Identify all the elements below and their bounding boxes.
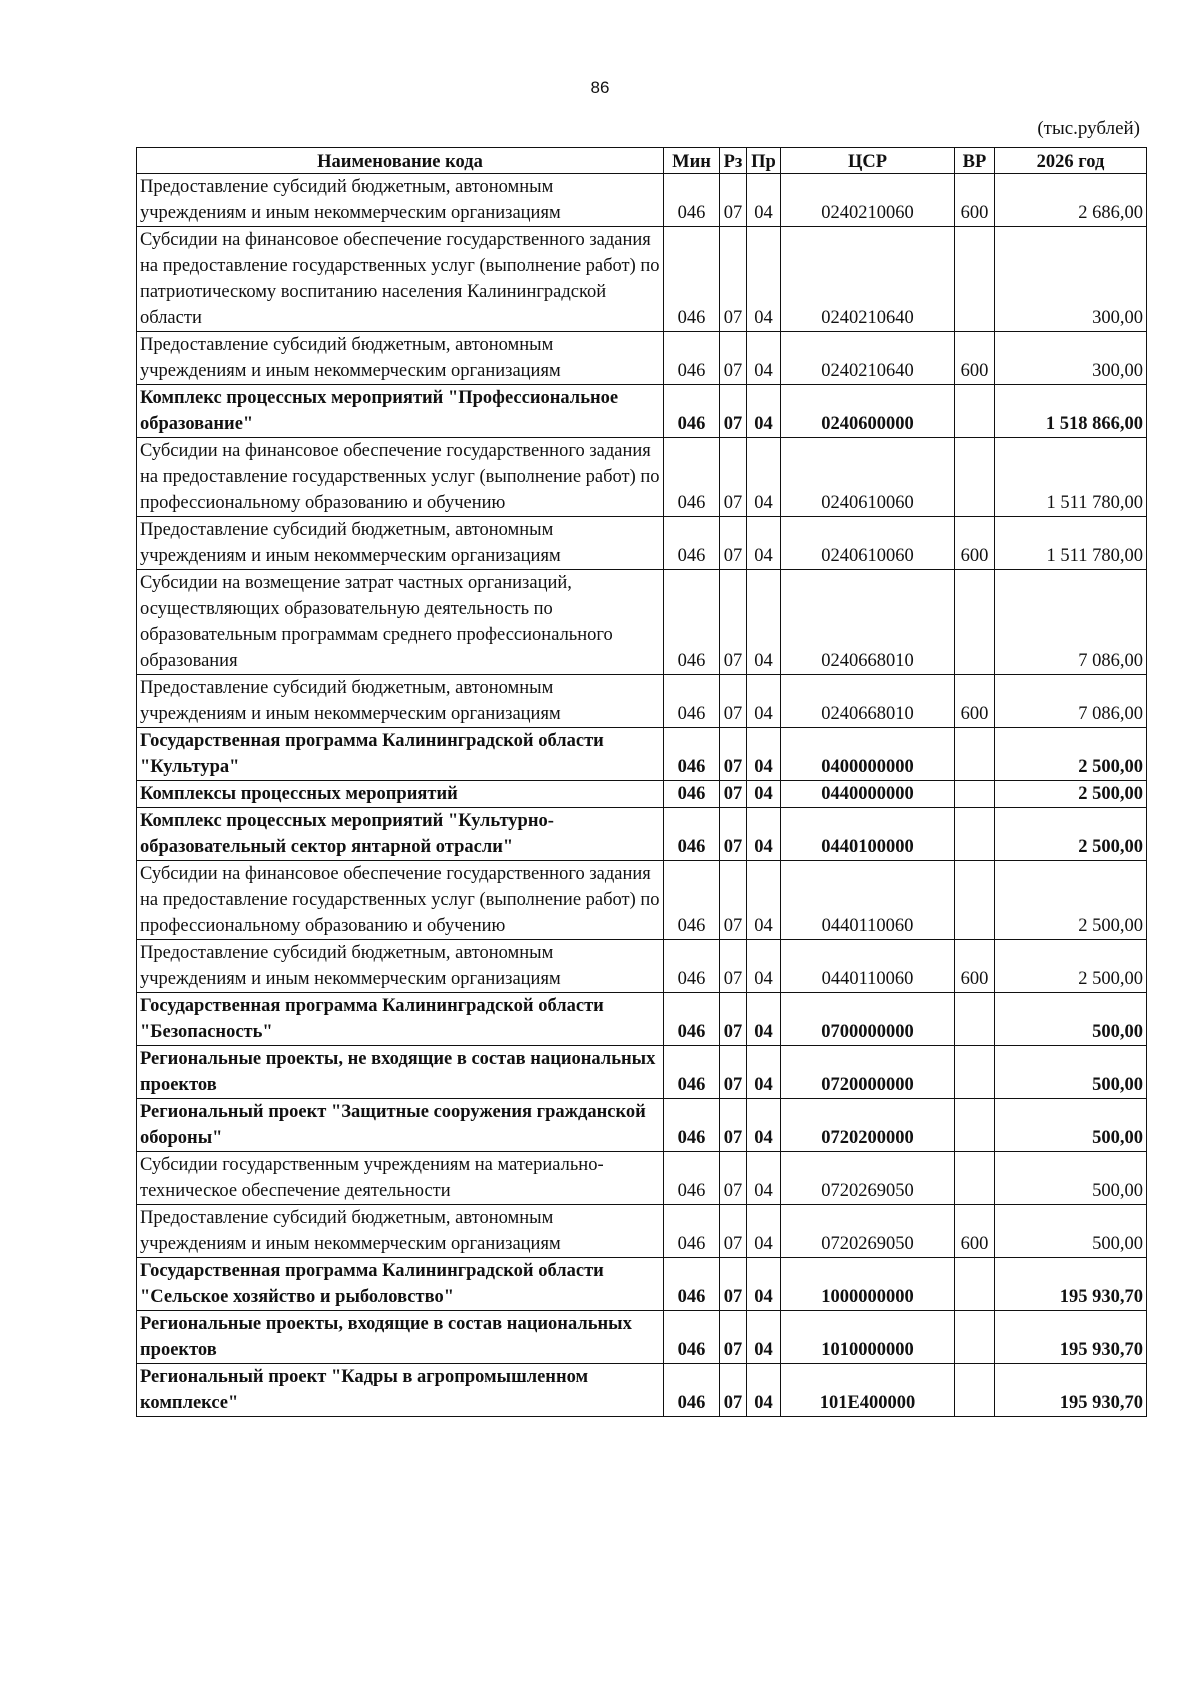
- cell-name: Субсидии на возмещение затрат частных организаций, осуществляющих образовательную деятельность по образовательным программам среднего профессионального образования: [137, 570, 664, 675]
- table-row: [137, 517, 1147, 570]
- budget-table: [136, 147, 1147, 1417]
- cell-vr: 600: [955, 1205, 995, 1258]
- cell-csr: 0240668010: [781, 570, 955, 675]
- cell-name: Комплекс процессных мероприятий "Культурно-образовательный сектор янтарной отрасли": [137, 808, 664, 861]
- cell-amount: 2 500,00: [995, 781, 1147, 808]
- table-row: [137, 781, 1147, 808]
- cell-rz: 07: [720, 808, 747, 861]
- cell-amount: 1 511 780,00: [995, 438, 1147, 517]
- cell-pr: 04: [747, 1046, 781, 1099]
- table-row: [137, 861, 1147, 940]
- cell-csr: 0720269050: [781, 1152, 955, 1205]
- cell-rz: 07: [720, 1311, 747, 1364]
- cell-amount: 1 511 780,00: [995, 517, 1147, 570]
- table-row: [137, 1099, 1147, 1152]
- cell-csr: 0240210640: [781, 227, 955, 332]
- units-label: (тыс.рублей): [1037, 118, 1140, 139]
- cell-csr: 1000000000: [781, 1258, 955, 1311]
- cell-vr: 600: [955, 517, 995, 570]
- cell-pr: 04: [747, 570, 781, 675]
- cell-pr: 04: [747, 861, 781, 940]
- cell-name: Предоставление субсидий бюджетным, автономным учреждениям и иным некоммерческим организациям: [137, 517, 664, 570]
- cell-rz: 07: [720, 1258, 747, 1311]
- header-vr: ВР: [955, 148, 995, 174]
- cell-name: Субсидии на финансовое обеспечение государственного задания на предоставление государственных услуг (выполнение работ) по профессиональному образованию и обучению: [137, 438, 664, 517]
- cell-amount: 500,00: [995, 1046, 1147, 1099]
- cell-csr: 0720000000: [781, 1046, 955, 1099]
- cell-pr: 04: [747, 1311, 781, 1364]
- cell-csr: 0400000000: [781, 728, 955, 781]
- cell-min: 046: [664, 1364, 720, 1417]
- cell-csr: 0700000000: [781, 993, 955, 1046]
- cell-vr: [955, 728, 995, 781]
- cell-csr: 0240610060: [781, 517, 955, 570]
- cell-pr: 04: [747, 781, 781, 808]
- header-pr: Пр: [747, 148, 781, 174]
- cell-name: Предоставление субсидий бюджетным, автономным учреждениям и иным некоммерческим организациям: [137, 174, 664, 227]
- table-row: [137, 675, 1147, 728]
- header-csr: ЦСР: [781, 148, 955, 174]
- cell-name: Государственная программа Калининградской области "Сельское хозяйство и рыболовство": [137, 1258, 664, 1311]
- cell-min: 046: [664, 1205, 720, 1258]
- cell-vr: [955, 1099, 995, 1152]
- table-row: [137, 438, 1147, 517]
- cell-vr: [955, 861, 995, 940]
- cell-amount: 500,00: [995, 993, 1147, 1046]
- cell-name: Комплекс процессных мероприятий "Профессиональное образование": [137, 385, 664, 438]
- cell-csr: 0720200000: [781, 1099, 955, 1152]
- cell-name: Комплексы процессных мероприятий: [137, 781, 664, 808]
- cell-vr: [955, 385, 995, 438]
- cell-min: 046: [664, 1099, 720, 1152]
- header-name: Наименование кода: [137, 148, 664, 174]
- cell-rz: 07: [720, 861, 747, 940]
- table-row: [137, 808, 1147, 861]
- cell-pr: 04: [747, 808, 781, 861]
- cell-pr: 04: [747, 1099, 781, 1152]
- cell-pr: 04: [747, 174, 781, 227]
- cell-amount: 500,00: [995, 1099, 1147, 1152]
- cell-min: 046: [664, 174, 720, 227]
- cell-csr: 0720269050: [781, 1205, 955, 1258]
- cell-rz: 07: [720, 227, 747, 332]
- cell-vr: [955, 1311, 995, 1364]
- cell-amount: 2 500,00: [995, 728, 1147, 781]
- cell-name: Региональные проекты, не входящие в состав национальных проектов: [137, 1046, 664, 1099]
- cell-rz: 07: [720, 940, 747, 993]
- cell-amount: 500,00: [995, 1152, 1147, 1205]
- cell-rz: 07: [720, 174, 747, 227]
- cell-vr: [955, 1046, 995, 1099]
- table-row: [137, 993, 1147, 1046]
- cell-amount: 500,00: [995, 1205, 1147, 1258]
- cell-pr: 04: [747, 1205, 781, 1258]
- cell-amount: 300,00: [995, 227, 1147, 332]
- cell-pr: 04: [747, 1364, 781, 1417]
- cell-amount: 7 086,00: [995, 675, 1147, 728]
- table-row: [137, 227, 1147, 332]
- cell-vr: [955, 438, 995, 517]
- cell-name: Предоставление субсидий бюджетным, автономным учреждениям и иным некоммерческим организациям: [137, 1205, 664, 1258]
- cell-pr: 04: [747, 1152, 781, 1205]
- cell-pr: 04: [747, 1258, 781, 1311]
- cell-pr: 04: [747, 675, 781, 728]
- cell-csr: 0240210640: [781, 332, 955, 385]
- cell-csr: 0240610060: [781, 438, 955, 517]
- cell-name: Субсидии на финансовое обеспечение государственного задания на предоставление государственных услуг (выполнение работ) по патриотическому воспитанию населения Калининградской области: [137, 227, 664, 332]
- cell-name: Региональные проекты, входящие в состав национальных проектов: [137, 1311, 664, 1364]
- cell-rz: 07: [720, 385, 747, 438]
- cell-rz: 07: [720, 332, 747, 385]
- cell-vr: 600: [955, 174, 995, 227]
- cell-name: Государственная программа Калининградской области "Культура": [137, 728, 664, 781]
- cell-amount: 300,00: [995, 332, 1147, 385]
- table-row: [137, 385, 1147, 438]
- cell-vr: [955, 808, 995, 861]
- cell-amount: 2 500,00: [995, 861, 1147, 940]
- cell-vr: [955, 781, 995, 808]
- cell-amount: 2 500,00: [995, 808, 1147, 861]
- cell-amount: 7 086,00: [995, 570, 1147, 675]
- table-header-row: [137, 148, 1147, 174]
- cell-vr: [955, 1152, 995, 1205]
- cell-min: 046: [664, 570, 720, 675]
- cell-name: Региональный проект "Защитные сооружения гражданской обороны": [137, 1099, 664, 1152]
- cell-vr: [955, 570, 995, 675]
- cell-vr: [955, 993, 995, 1046]
- cell-min: 046: [664, 781, 720, 808]
- cell-vr: 600: [955, 940, 995, 993]
- cell-pr: 04: [747, 728, 781, 781]
- cell-rz: 07: [720, 1364, 747, 1417]
- header-amount: 2026 год: [995, 148, 1147, 174]
- cell-csr: 0440110060: [781, 861, 955, 940]
- cell-pr: 04: [747, 940, 781, 993]
- table-row: [137, 1258, 1147, 1311]
- table-row: [137, 1152, 1147, 1205]
- cell-min: 046: [664, 385, 720, 438]
- cell-pr: 04: [747, 227, 781, 332]
- cell-name: Предоставление субсидий бюджетным, автономным учреждениям и иным некоммерческим организациям: [137, 332, 664, 385]
- cell-vr: [955, 1364, 995, 1417]
- cell-min: 046: [664, 675, 720, 728]
- table-row: [137, 332, 1147, 385]
- cell-pr: 04: [747, 993, 781, 1046]
- cell-rz: 07: [720, 781, 747, 808]
- cell-rz: 07: [720, 1099, 747, 1152]
- cell-min: 046: [664, 1311, 720, 1364]
- cell-min: 046: [664, 808, 720, 861]
- cell-vr: [955, 227, 995, 332]
- cell-min: 046: [664, 993, 720, 1046]
- cell-vr: 600: [955, 675, 995, 728]
- cell-rz: 07: [720, 517, 747, 570]
- cell-min: 046: [664, 1046, 720, 1099]
- cell-pr: 04: [747, 332, 781, 385]
- cell-csr: 0240668010: [781, 675, 955, 728]
- cell-rz: 07: [720, 993, 747, 1046]
- cell-csr: 0240600000: [781, 385, 955, 438]
- cell-amount: 195 930,70: [995, 1364, 1147, 1417]
- cell-rz: 07: [720, 675, 747, 728]
- cell-amount: 2 686,00: [995, 174, 1147, 227]
- cell-amount: 195 930,70: [995, 1258, 1147, 1311]
- cell-rz: 07: [720, 1046, 747, 1099]
- cell-pr: 04: [747, 438, 781, 517]
- table-row: [137, 1364, 1147, 1417]
- cell-name: Государственная программа Калининградской области "Безопасность": [137, 993, 664, 1046]
- cell-pr: 04: [747, 517, 781, 570]
- cell-min: 046: [664, 332, 720, 385]
- cell-min: 046: [664, 728, 720, 781]
- cell-csr: 0440000000: [781, 781, 955, 808]
- cell-csr: 0440100000: [781, 808, 955, 861]
- cell-amount: 1 518 866,00: [995, 385, 1147, 438]
- cell-min: 046: [664, 227, 720, 332]
- cell-min: 046: [664, 861, 720, 940]
- table-body: [137, 174, 1147, 1417]
- cell-csr: 1010000000: [781, 1311, 955, 1364]
- cell-min: 046: [664, 1152, 720, 1205]
- cell-min: 046: [664, 1258, 720, 1311]
- table-row: [137, 570, 1147, 675]
- cell-rz: 07: [720, 1152, 747, 1205]
- table-row: [137, 1205, 1147, 1258]
- cell-amount: 2 500,00: [995, 940, 1147, 993]
- page-number: 86: [590, 78, 610, 97]
- cell-name: Субсидии государственным учреждениям на материально-техническое обеспечение деятельности: [137, 1152, 664, 1205]
- cell-name: Региональный проект "Кадры в агропромышленном комплексе": [137, 1364, 664, 1417]
- header-min: Мин: [664, 148, 720, 174]
- cell-csr: 101E400000: [781, 1364, 955, 1417]
- table-row: [137, 174, 1147, 227]
- cell-rz: 07: [720, 1205, 747, 1258]
- table-row: [137, 728, 1147, 781]
- table-row: [137, 940, 1147, 993]
- cell-name: Предоставление субсидий бюджетным, автономным учреждениям и иным некоммерческим организациям: [137, 940, 664, 993]
- cell-min: 046: [664, 940, 720, 993]
- cell-vr: [955, 1258, 995, 1311]
- cell-vr: 600: [955, 332, 995, 385]
- cell-min: 046: [664, 517, 720, 570]
- cell-csr: 0440110060: [781, 940, 955, 993]
- header-rz: Рз: [720, 148, 747, 174]
- cell-rz: 07: [720, 728, 747, 781]
- cell-rz: 07: [720, 570, 747, 675]
- cell-name: Предоставление субсидий бюджетным, автономным учреждениям и иным некоммерческим организациям: [137, 675, 664, 728]
- table-row: [137, 1046, 1147, 1099]
- cell-amount: 195 930,70: [995, 1311, 1147, 1364]
- cell-name: Субсидии на финансовое обеспечение государственного задания на предоставление государственных услуг (выполнение работ) по профессиональному образованию и обучению: [137, 861, 664, 940]
- cell-min: 046: [664, 438, 720, 517]
- cell-rz: 07: [720, 438, 747, 517]
- table-row: [137, 1311, 1147, 1364]
- cell-csr: 0240210060: [781, 174, 955, 227]
- cell-pr: 04: [747, 385, 781, 438]
